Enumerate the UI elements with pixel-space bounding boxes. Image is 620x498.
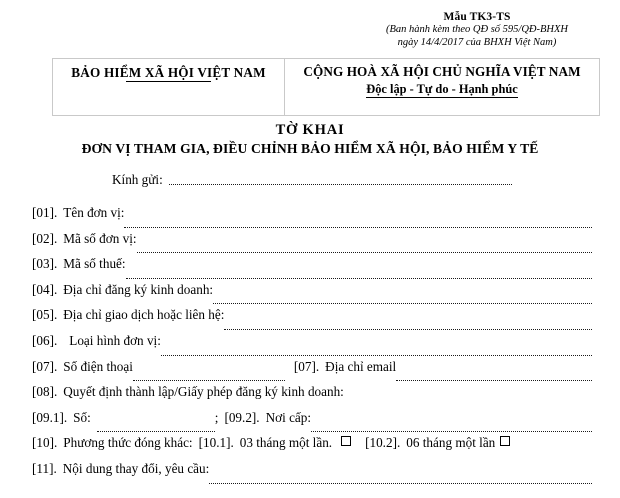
field-row-06 bbox=[32, 333, 592, 359]
field-01-number: [01]. bbox=[32, 205, 58, 220]
field-03-number: [03]. bbox=[32, 256, 58, 272]
field-10-number: [10]. bbox=[32, 435, 58, 451]
field-07a-input[interactable] bbox=[133, 380, 285, 381]
field-06-input[interactable] bbox=[161, 355, 592, 356]
national-motto: Độc lập - Tự do - Hạnh phúc bbox=[366, 82, 518, 96]
checkbox-10-1[interactable] bbox=[341, 436, 351, 446]
field-04-number: [04]. bbox=[32, 281, 58, 297]
document-title bbox=[0, 122, 620, 157]
document-title-line-1: TỜ KHAI bbox=[275, 122, 345, 138]
checkbox-10-2[interactable] bbox=[500, 436, 510, 446]
organization-name: BẢO HIỂM XÃ HỘI VIỆT NAM bbox=[71, 65, 266, 80]
field-07b-number: [07]. bbox=[293, 358, 320, 374]
field-05-input[interactable] bbox=[224, 329, 592, 330]
field-09-1-label: Số: bbox=[73, 409, 91, 425]
field-11-input[interactable] bbox=[209, 483, 592, 484]
field-row-05 bbox=[32, 307, 592, 333]
field-10-2-label: 06 tháng một lần bbox=[406, 435, 496, 451]
field-08-label: Quyết định thành lập/Giấy phép đăng ký kinh doanh: bbox=[63, 384, 344, 400]
field-04-input[interactable] bbox=[213, 303, 592, 304]
field-09-2-number: [09.2]. bbox=[224, 409, 260, 425]
field-row-03 bbox=[32, 256, 592, 282]
header-cell-organization bbox=[53, 59, 285, 115]
field-row-10 bbox=[32, 435, 592, 461]
document-title-line-2: ĐƠN VỊ THAM GIA, ĐIỀU CHỈNH BẢO HIỂM XÃ HỘI, BẢO HIỂM Y TẾ bbox=[81, 141, 539, 156]
form-code-title: Mẫu TK3-TS bbox=[443, 11, 511, 23]
field-row-01 bbox=[32, 205, 592, 231]
field-09-separator: ; bbox=[214, 409, 219, 425]
recipient-input[interactable] bbox=[169, 184, 512, 185]
field-11-number: [11]. bbox=[32, 460, 57, 476]
field-10-1-number: [10.1]. bbox=[198, 435, 234, 451]
form-code-subline-2: ngày 14/4/2017 của BHXH Việt Nam) bbox=[397, 36, 557, 48]
field-06-label: Loại hình đơn vị: bbox=[69, 332, 161, 348]
field-09-1-number: [09.1]. bbox=[32, 409, 68, 425]
field-11-label: Nội dung thay đổi, yêu cầu: bbox=[62, 460, 210, 476]
field-row-02 bbox=[32, 231, 592, 257]
field-04-label: Địa chỉ đăng ký kinh doanh: bbox=[63, 281, 214, 297]
field-10-1-label: 03 tháng một lần. bbox=[239, 435, 333, 451]
field-08-number: [08]. bbox=[32, 384, 58, 400]
header-cell-national bbox=[285, 59, 599, 115]
field-07b-label: Địa chỉ email bbox=[325, 358, 397, 374]
field-07a-number: [07]. bbox=[32, 358, 58, 374]
field-01-input[interactable] bbox=[124, 227, 592, 228]
field-row-09 bbox=[32, 410, 592, 436]
field-03-label: Mã số thuế: bbox=[63, 256, 126, 272]
field-02-input[interactable] bbox=[137, 252, 592, 253]
field-05-number: [05]. bbox=[32, 307, 58, 323]
field-row-08 bbox=[32, 384, 592, 410]
field-09-1-input[interactable] bbox=[97, 431, 215, 432]
form-code-block bbox=[352, 10, 602, 50]
national-title: CỘNG HOÀ XÃ HỘI CHỦ NGHĨA VIỆT NAM bbox=[303, 64, 581, 79]
field-02-label: Mã số đơn vị: bbox=[63, 230, 137, 246]
field-02-number: [02]. bbox=[32, 230, 58, 246]
field-list bbox=[32, 205, 592, 487]
field-row-04 bbox=[32, 282, 592, 308]
form-code-subline-1: (Ban hành kèm theo QĐ số 595/QĐ-BHXH bbox=[386, 24, 568, 36]
field-07a-label: Số điện thoại bbox=[63, 358, 133, 374]
field-09-2-input[interactable] bbox=[311, 431, 592, 432]
field-03-input[interactable] bbox=[126, 278, 592, 279]
recipient-line bbox=[112, 172, 512, 188]
field-06-number: [06]. bbox=[32, 332, 58, 348]
field-10-2-number: [10.2]. bbox=[365, 435, 401, 451]
field-07b-input[interactable] bbox=[396, 380, 592, 381]
field-row-11 bbox=[32, 461, 592, 487]
field-10-label: Phương thức đóng khác: bbox=[63, 435, 193, 451]
recipient-label: Kính gửi: bbox=[112, 172, 163, 187]
field-05-label: Địa chỉ giao dịch hoặc liên hệ: bbox=[63, 307, 225, 323]
field-09-2-label: Nơi cấp: bbox=[265, 409, 312, 425]
header-table bbox=[52, 58, 600, 116]
field-01-label: Tên đơn vị: bbox=[63, 205, 125, 220]
field-row-07 bbox=[32, 359, 592, 385]
